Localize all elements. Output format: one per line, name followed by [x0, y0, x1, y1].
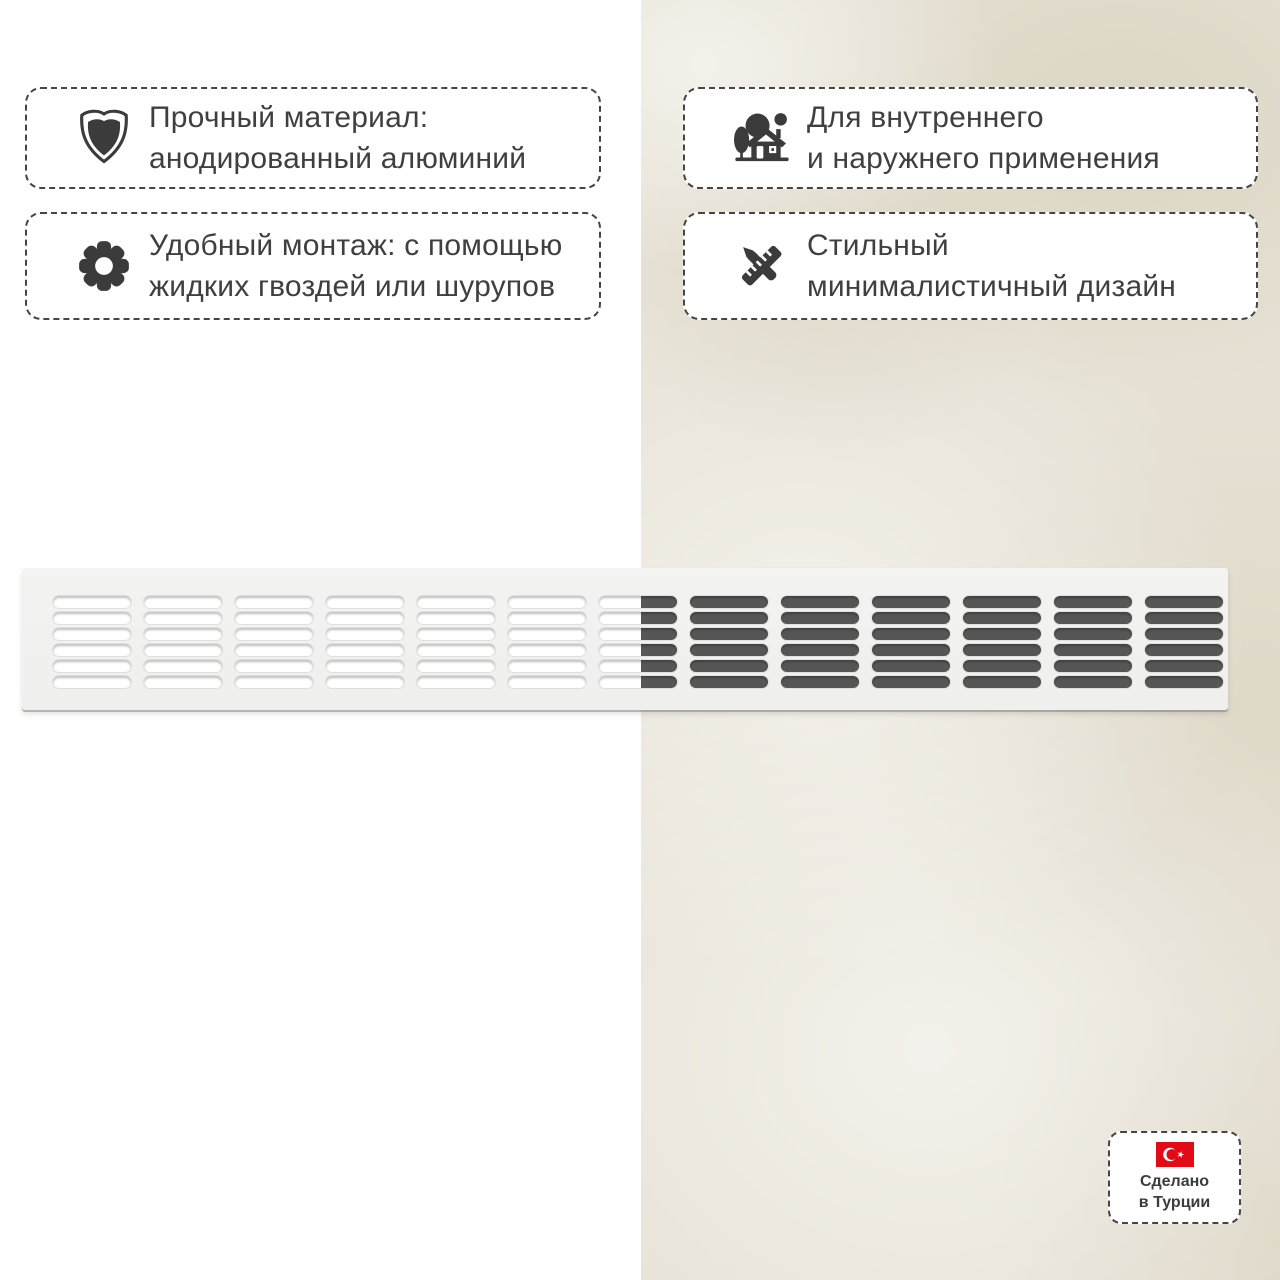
grille-slot — [1145, 596, 1223, 608]
grille-slot — [690, 660, 768, 672]
feature-durable-material — [25, 87, 601, 189]
grille-slot — [599, 660, 677, 672]
feature-line: анодированный алюминий — [149, 142, 527, 175]
grille-slot — [872, 676, 950, 688]
grille-slot — [144, 676, 222, 688]
made-in-turkey-badge — [1108, 1131, 1241, 1224]
grille-slot — [781, 628, 859, 640]
grille-slot — [417, 596, 495, 608]
feature-line: жидких гвоздей или шурупов — [149, 270, 556, 303]
grille-slot — [781, 660, 859, 672]
grille-slot — [53, 612, 131, 624]
grille-slot — [1054, 660, 1132, 672]
grille-slot — [53, 660, 131, 672]
grille-slot — [417, 660, 495, 672]
grille-slot — [872, 596, 950, 608]
feature-line: минималистичный дизайн — [807, 270, 1177, 303]
grille-slot — [963, 644, 1041, 656]
grille-slot — [144, 596, 222, 608]
feature-line: Стильный — [807, 229, 949, 262]
grille-slot — [144, 660, 222, 672]
grille-slot — [599, 596, 677, 608]
house-garden-icon — [729, 105, 795, 171]
feature-line: Прочный материал: — [149, 101, 429, 134]
shield-icon — [71, 105, 137, 171]
grille-slot — [963, 660, 1041, 672]
grille-slot — [144, 612, 222, 624]
grille-slot — [235, 660, 313, 672]
grille-slot — [417, 676, 495, 688]
grille-slot — [1145, 612, 1223, 624]
grille-slot — [235, 628, 313, 640]
grille-slot — [872, 644, 950, 656]
grille-slot — [1054, 612, 1132, 624]
grille-slot — [963, 612, 1041, 624]
grille-slot — [326, 628, 404, 640]
grille-slot — [690, 628, 768, 640]
badge-line: Сделано — [1139, 1173, 1210, 1190]
grille-slot — [326, 676, 404, 688]
grille-slot — [963, 676, 1041, 688]
grille-slot — [144, 628, 222, 640]
grille-slot — [144, 644, 222, 656]
grille-slot — [1145, 676, 1223, 688]
grille-slot — [599, 612, 677, 624]
grille-slot — [235, 676, 313, 688]
grille-slot — [963, 628, 1041, 640]
gear-icon — [71, 233, 137, 299]
grille-slot — [690, 676, 768, 688]
grille-slot — [53, 676, 131, 688]
grille-slot — [872, 628, 950, 640]
grille-slot — [963, 596, 1041, 608]
feature-line: и наружнего применения — [807, 142, 1160, 175]
grille-slot — [781, 596, 859, 608]
grille-slot — [872, 660, 950, 672]
grille-slot — [690, 612, 768, 624]
grille-slot — [781, 612, 859, 624]
grille-slot — [872, 612, 950, 624]
grille-slot — [599, 628, 677, 640]
feature-indoor-outdoor — [683, 87, 1258, 189]
grille-slot — [1054, 644, 1132, 656]
grille-slot — [690, 596, 768, 608]
ventilation-grille — [22, 568, 1228, 710]
badge-line: в Турции — [1138, 1194, 1211, 1211]
feature-minimalist-design — [683, 212, 1258, 320]
grille-slot — [508, 596, 586, 608]
grille-slot — [1145, 628, 1223, 640]
grille-slot — [53, 644, 131, 656]
grille-slot — [1054, 596, 1132, 608]
grille-slot — [326, 612, 404, 624]
grille-slot — [235, 612, 313, 624]
grille-slot — [417, 628, 495, 640]
grille-slot — [508, 612, 586, 624]
grille-slot — [417, 612, 495, 624]
feature-line: Удобный монтаж: с помощью — [149, 229, 563, 262]
grille-slot — [599, 676, 677, 688]
grille-slot — [417, 644, 495, 656]
grille-slot — [508, 628, 586, 640]
grille-slot — [508, 644, 586, 656]
grille-slot — [508, 660, 586, 672]
grille-slot — [1054, 628, 1132, 640]
grille-slot — [53, 596, 131, 608]
grille-slot — [326, 660, 404, 672]
feature-easy-mounting — [25, 212, 601, 320]
pencil-ruler-icon — [729, 233, 795, 299]
grille-slot — [235, 596, 313, 608]
grille-slot — [326, 644, 404, 656]
grille-slot — [781, 676, 859, 688]
grille-slot — [599, 644, 677, 656]
grille-slot — [508, 676, 586, 688]
feature-line: Для внутреннего — [807, 101, 1044, 134]
grille-slot — [53, 628, 131, 640]
grille-slot — [1145, 660, 1223, 672]
grille-slot — [1145, 644, 1223, 656]
grille-slot — [1054, 676, 1132, 688]
grille-slot — [235, 644, 313, 656]
turkey-flag-icon — [1156, 1142, 1194, 1167]
grille-slot — [781, 644, 859, 656]
grille-slot — [690, 644, 768, 656]
grille-slot — [326, 596, 404, 608]
